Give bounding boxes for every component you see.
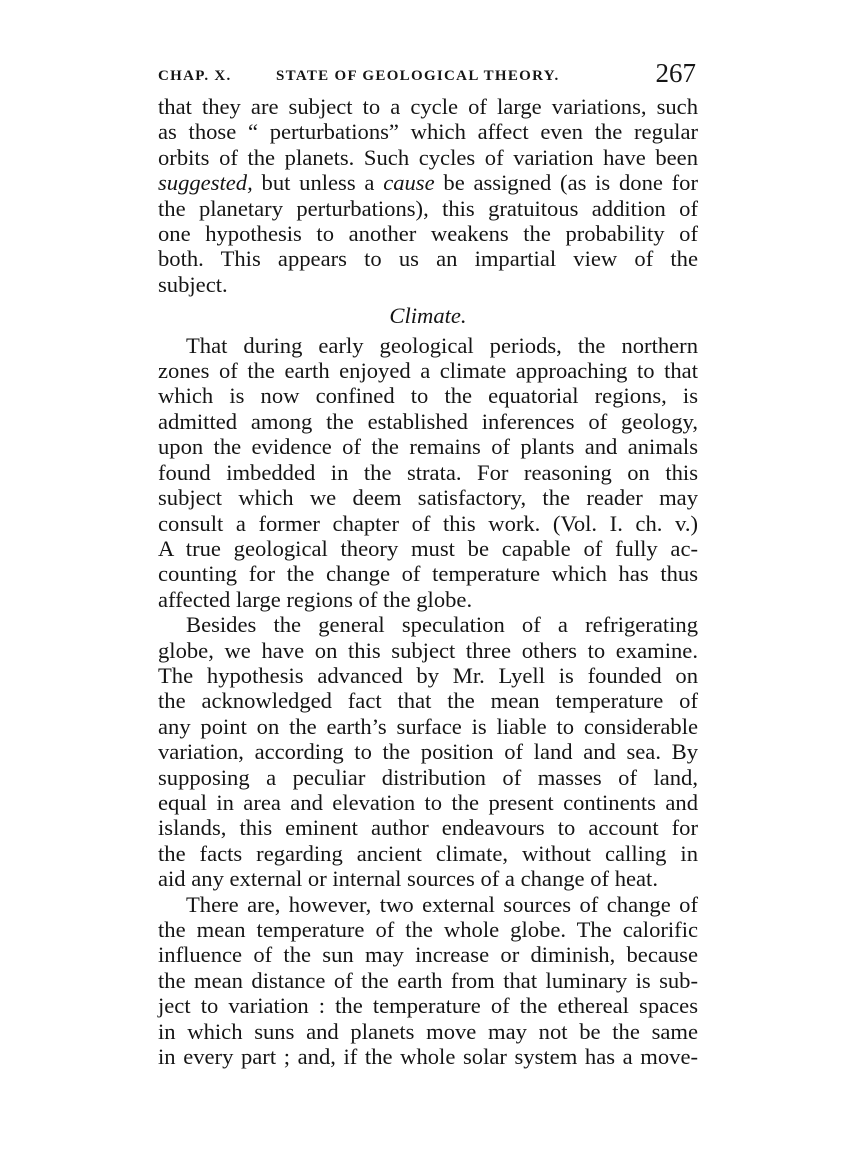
text-line: found imbedded in the strata. For reasoning on this — [158, 459, 698, 485]
text-line: globe, we have on this subject three others to examine. — [158, 637, 698, 663]
paragraph-1 — [158, 94, 698, 297]
text-line: subject. — [158, 271, 228, 297]
emphasis-cause: cause — [383, 170, 435, 196]
running-title: STATE OF GEOLOGICAL THEORY. — [276, 68, 560, 84]
text-line: variation, according to the position of land and sea. By — [158, 739, 698, 765]
text-line: That during early geological periods, the northern — [186, 332, 698, 358]
text-line: that they are subject to a cycle of large variations, such — [158, 94, 698, 119]
text-line: influence of the sun may increase or diminish, because — [158, 942, 698, 968]
text-line: the planetary perturbations), this gratuitous addition of — [158, 195, 698, 221]
text-line: the mean temperature of the whole globe. The calorific — [158, 917, 698, 942]
text-line: the facts regarding ancient climate, without calling in — [158, 840, 698, 866]
text-line: in which suns and planets move may not be the same — [158, 1018, 698, 1044]
text-line: A true geological theory must be capable of fully ac- — [158, 535, 698, 561]
text-line: the acknowledged fact that the mean temperature of — [158, 688, 698, 714]
text-line: Besides the general speculation of a refrigerating — [186, 612, 698, 638]
page-number: 267 — [655, 58, 696, 88]
text-line: counting for the change of temperature which has thus — [158, 561, 698, 587]
running-head — [158, 58, 698, 94]
text-line: any point on the earth’s surface is liable to considerable — [158, 713, 698, 739]
text-line: affected large regions of the globe. — [158, 586, 473, 612]
text-line: islands, this eminent author endeavours to account for — [158, 815, 698, 841]
paragraph-4 — [158, 892, 698, 1070]
chapter-label: CHAP. X. — [158, 68, 232, 84]
text-line — [158, 170, 698, 195]
text-line: in every part ; and, if the whole solar system has a move- — [158, 1044, 698, 1070]
text-line: zones of the earth enjoyed a climate approaching to that — [158, 358, 698, 384]
book-page — [158, 58, 698, 1069]
text-run: but unless a — [252, 170, 384, 196]
text-line: one hypothesis to another weakens the probability of — [158, 221, 698, 247]
text-line: as those “ perturbations” which affect even the regular — [158, 119, 698, 145]
text-line: the mean distance of the earth from that luminary is sub- — [158, 967, 698, 993]
text-line: which is now confined to the equatorial regions, is — [158, 383, 698, 409]
emphasis-suggested: suggested, — [158, 170, 253, 196]
text-line: The hypothesis advanced by Mr. Lyell is founded on — [158, 662, 698, 688]
text-line: ject to variation : the temperature of the ethereal spaces — [158, 993, 698, 1019]
text-line: aid any external or internal sources of a change of heat. — [158, 866, 658, 892]
text-line: consult a former chapter of this work. (Vol. I. ch. v.) — [158, 510, 698, 536]
text-line: orbits of the planets. Such cycles of variation have been — [158, 144, 698, 170]
text-line: subject which we deem satisfactory, the reader may — [158, 485, 698, 511]
paragraph-2 — [158, 333, 698, 612]
text-line: admitted among the established inferences of geology, — [158, 408, 698, 434]
text-line: supposing a peculiar distribution of masses of land, — [158, 764, 698, 790]
text-line: upon the evidence of the remains of plants and animals — [158, 434, 698, 460]
text-run: be assigned (as is done for — [434, 170, 698, 196]
text-line: There are, however, two external sources of change of — [186, 891, 698, 917]
text-line: equal in area and elevation to the present continents and — [158, 789, 698, 815]
section-heading: Climate. — [389, 303, 467, 329]
paragraph-3 — [158, 612, 698, 891]
text-line: both. This appears to us an impartial view of the — [158, 246, 698, 272]
